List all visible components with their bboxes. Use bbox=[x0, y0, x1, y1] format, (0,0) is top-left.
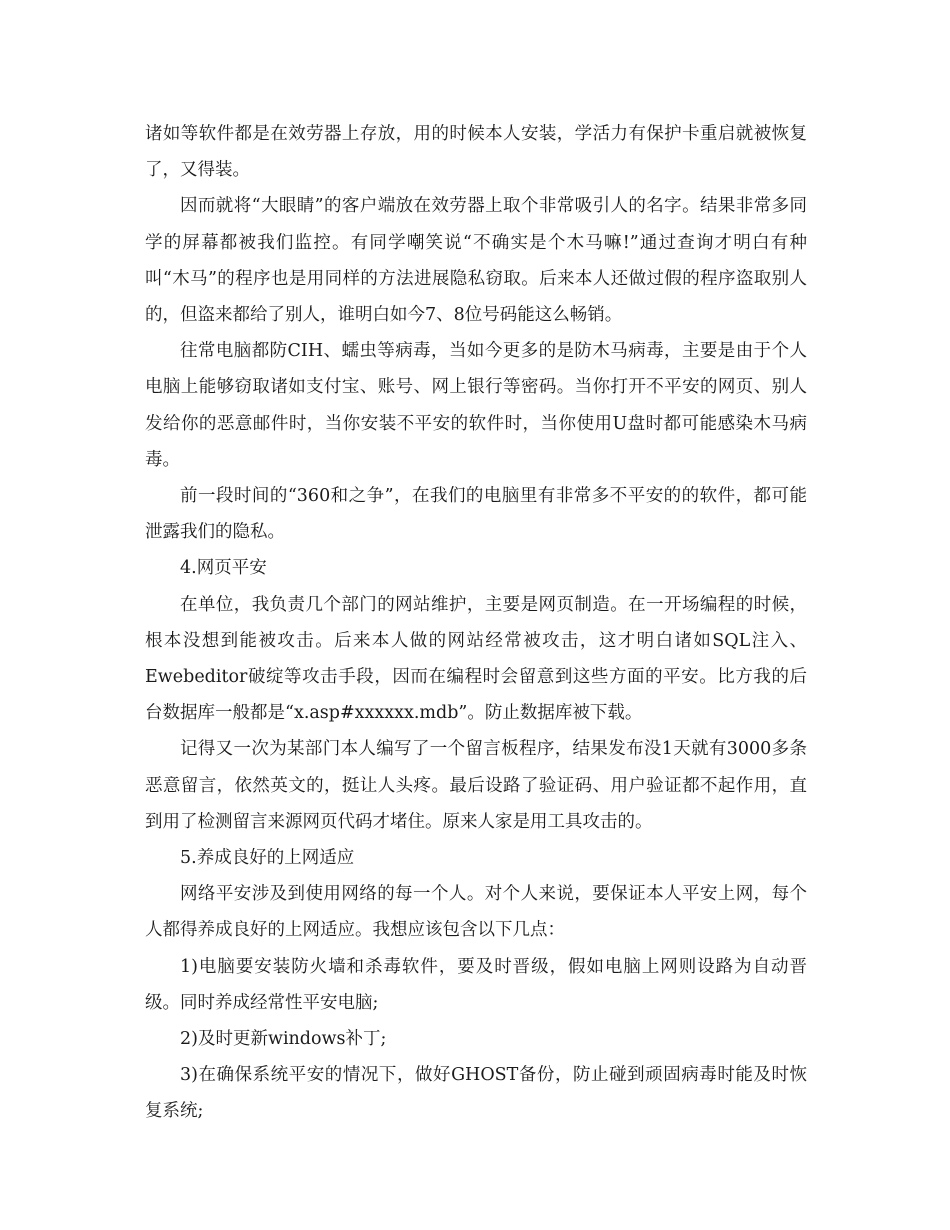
paragraph-guestbook-attack: 记得又一次为某部门本人编写了一个留言板程序，结果发布没1天就有3000多条恶意留言，依然英文的，挺让人头疼。最后设路了验证码、用户验证都不起作用，直到用了检测留言来源网页代码才堵住。原来人家是用工具攻击的。 bbox=[145, 739, 807, 832]
paragraph-software-install: 诸如等软件都是在效劳器上存放，用的时候本人安装，学活力有保护卡重启就被恢复了，又得装。 bbox=[145, 124, 807, 181]
paragraph-big-eye-client: 因而就将“大眼睛”的客户端放在效劳器上取个非常吸引人的名字。结果非常多同学的屏幕都被我们监控。有同学嘲笑说“不确实是个木马嘛!”通过查询才明白有种叫“木马”的程序也是用同样的方法进展隐私窃取。后来本人还做过假的程序盗取别人的，但盗来都给了别人，谁明白如今7、8位号码能这么畅销。 bbox=[145, 196, 807, 326]
list-item-ghost-backup: 3)在确保系统平安的情况下，做好GHOST备份，防止碰到顽固病毒时能及时恢复系统; bbox=[145, 1065, 807, 1122]
section-heading-web-security: 4.网页平安 bbox=[180, 558, 267, 579]
section-heading-good-habits: 5.养成良好的上网适应 bbox=[180, 848, 355, 869]
paragraph-network-security-intro: 网络平安涉及到使用网络的每一个人。对个人来说，要保证本人平安上网，每个人都得养成良好的上网适应。我想应该包含以下几点： bbox=[145, 884, 807, 941]
paragraph-360-dispute: 前一段时间的“360和之争”，在我们的电脑里有非常多不平安的的软件，都可能泄露我们的隐私。 bbox=[145, 486, 807, 543]
document-body bbox=[145, 116, 807, 1130]
paragraph-trojan-virus: 往常电脑都防CIH、蠕虫等病毒，当如今更多的是防木马病毒，主要是由于个人电脑上能够窃取诸如支付宝、账号、网上银行等密码。当你打开不平安的网页、别人发给你的恶意邮件时，当你安装不平安的软件时，当你使用U盘时都可能感染木马病毒。 bbox=[145, 341, 807, 470]
list-item-firewall-antivirus: 1)电脑要安装防火墙和杀毒软件，要及时晋级，假如电脑上网则设路为自动晋级。同时养成经常性平安电脑; bbox=[145, 956, 807, 1013]
list-item-windows-patches: 2)及时更新windows补丁; bbox=[180, 1029, 387, 1050]
paragraph-website-maintenance: 在单位，我负责几个部门的网站维护，主要是网页制造。在一开场编程的时候，根本没想到能被攻击。后来本人做的网站经常被攻击，这才明白诸如SQL注入、Ewebeditor破绽等攻击手段，因而在编程时会留意到这些方面的平安。比方我的后台数据库一般都是“x.asp#xxxxxx.mdb”。防止数据库被下载。 bbox=[145, 594, 807, 724]
